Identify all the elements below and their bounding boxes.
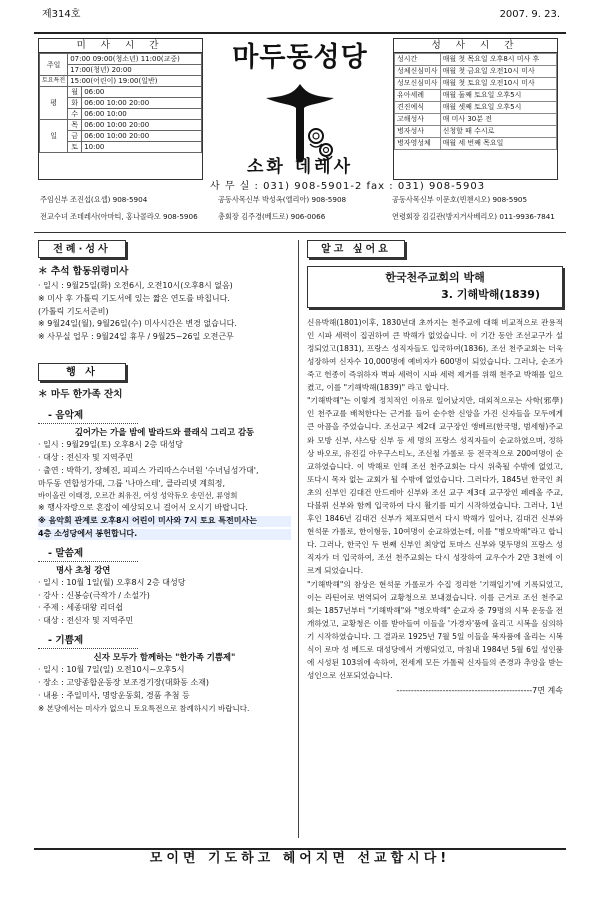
sacrament-schedule-table [394,53,557,150]
article-body [307,316,563,683]
sacrament-row [395,54,557,66]
article-paragraph: "기해박해"의 참상은 현석문 가롤로가 수집 정리한 '기해일기'에 기록되었고, 이는 라틴어로 번역되어 교황청으로 보내졌습니다. 이를 근거로 조선 천주교회는 1857년부터 "기해박해"와 "병오박해" 순교자 중 79명의 시복 운동을 전개하였고, 교황청은 이를 받아들여 이들을 '가경자'품에 올리고 시복을 심의하기 시작하였습니다. 그 결과로 1925년 7월 5일 이들을 복자품에 올리는 시복식이 로마 성 베드로 대성당에서 거행되었고, 마침내 1984년 5월 6일 성인품에 시성된 103위에 속하여, 전세계 모든 가톨릭 신자들의 존경과 추앙을 받는 성인으로 선포되었습니다. [307,579,563,681]
mass-weekday: 금 [68,131,82,142]
mass-row [40,76,202,87]
staff-rule [34,232,566,233]
sacrament-row [395,102,557,114]
mass-day: 주일 [40,54,68,76]
notice-item: · 일시 : 9월25일(화) 오전6시, 오전10시(오후8시 없음) [38,280,233,290]
mass-weekday: 화 [68,98,82,109]
lecture-heading: - 말씀제 [38,548,138,562]
sacrament-name: 성모신심미사 [395,78,441,90]
joy-festival-subtitle: 신자 모두가 함께하는 "한가족 기쁨제" [93,651,236,662]
article-paragraph: "기해박해"는 이렇게 정치적인 이유로 일어났지만, 대외적으로는 사학(邪學)인 천주교를 배척한다는 근거를 들어 순수한 신앙을 가진 신자들을 모두에게 큰 아픔을 주었습니다. 조선교구 제2대 교구장인 앵베르(한국명, 범세형)주교와 모방 신부, 샤스탕 신부 등 세 명의 프랑스 성직자들이 순교하였으며, 정하상 바오로, 유진길 아우구스티노, 조신철 가롤로 등 전국적으로 200여명이 순교하였습니다. 이 박해로 인해 조선 천주교회는 다시 위축될 수밖에 없었고, 또다시 목자 없는 교회가 될 수밖에 없었습니다. 그러다가, 1845년 한국인 최초의 신부인 김대건 안드레아 신부와 조선 교구 제3대 교구장인 페레올 주교, 다블뤼 신부와 함께 입국하여 다시 활기를 띠기 시작하였습니다. 그러나, 1년 후인 1846년 김대건 신부가 체포되면서 다시 박해가 일어나, 김대건 신부와 현석문 가롤로, 한이형등, 10여명이 순교하였는데, 이를 "병오박해"라고 합니다. 그러나, 한국인 두 번째 신부인 최양업 토마스 신부와 몇두명의 프랑스 성직자가 더 입국하여, 조선 천주교회는 다시 성장하여 교우수가 2만 3천에 이르게 되었습니다. [307,396,563,576]
lecture-item: · 일시 : 10월 1일(월) 오후8시 2층 대성당 [38,577,186,587]
sacrament-time: 매월 둘째 토요일 오후5시 [440,90,556,102]
parish-name: 마두동성당 [232,42,368,73]
joy-item: ※ 본당에서는 미사가 없으니 토요특전으로 참례하시기 바랍니다. [38,703,250,713]
mass-weekday: 월 [68,87,82,98]
music-festival-subtitle: 깊어가는 가을 밤에 발라드와 클래식 그리고 감동 [74,426,255,437]
issue-number: 제314호 [42,9,81,20]
staff-funeral: 연령회장 김길관(방지거사베리오) 011-9936-7841 [392,212,555,221]
mass-times: 06:00 10:00 20:00 [82,98,202,109]
left-column [38,240,291,714]
sacrament-row [395,78,557,90]
joy-item: · 내용 : 주일미사, 명랑운동회, 경품 추첨 등 [38,690,190,700]
joy-item: · 일시 : 10월 7일(일) 오전10시~오후5시 [38,665,185,675]
sacrament-schedule-title: 성 사 시 간 [394,39,557,53]
events-section-title: 행 사 [38,363,126,381]
sacrament-time: 매월 셋째 토요일 오후5시 [440,102,556,114]
sacrament-row [395,90,557,102]
sacrament-name: 병자영성체 [395,138,441,150]
sacrament-row [395,66,557,78]
staff-associate-1: 공동사목신부 박성옥(엘리아) 908-5908 [218,195,347,204]
mass-row [40,87,202,98]
mass-day: 일 [40,120,68,153]
learn-section-title: 알고 싶어요 [307,240,405,258]
staff-pastor: 주임신부 조진섭(요셉) 908-5904 [40,195,148,204]
mass-row [40,120,202,131]
music-note: ※ 음악회 관계로 오후8시 어린이 미사와 7시 토요 특전미사는 [38,516,291,527]
mass-times: 10:00 [82,142,202,153]
mass-day: 토요특전 [40,76,68,87]
masthead [210,38,390,180]
music-item: ※ 행사자랑으로 혼잡이 예상되오니 걸어서 오시기 바랍니다. [38,503,248,513]
sacrament-name: 고해성사 [395,114,441,126]
music-note: 4층 소성당에서 봉헌합니다. [38,529,291,540]
mass-times: 06:00 10:00 [82,109,202,120]
notice-item: ※ 사무실 업무 : 9월24일 휴무 / 9월25~26일 오전근무 [38,332,234,342]
article-header [307,266,563,308]
article-subtitle: 3. 기해박해(1839) [441,287,540,301]
lecture-item: · 대상 : 전신자 및 지역주민 [38,616,134,626]
sacrament-time: 매 미사 30분 전 [440,114,556,126]
footer-motto: 모이면 기도하고 헤어지면 선교합시다! [149,851,451,866]
sacrament-time: 매월 세 번째 목요일 [440,138,556,150]
sacrament-row [395,114,557,126]
mass-times: 06:00 10:00 20:00 [82,120,202,131]
cross-rose-icon [260,78,340,168]
music-item: 바이올린 이태경, 오르간 최유진, 여성 성악듀오 송민선, 류영희 [38,491,238,501]
sacrament-row [395,126,557,138]
music-item: · 대상 : 전신자 및 지역주민 [38,452,134,462]
mass-times: 06:00 10:00 20:00 [82,131,202,142]
music-festival-heading: - 음악제 [38,410,138,424]
notice-item: ※ 9월24일(월), 9월26일(수) 미사시간은 변경 없습니다. [38,319,237,329]
lecture-subtitle: 명사 초청 강연 [56,564,111,575]
mass-weekday: 토 [68,142,82,153]
right-column [307,240,563,697]
sacrament-name: 성체신심미사 [395,66,441,78]
staff-associate-2: 공동사목신부 이문호(빈첸시오) 908-5905 [392,195,528,204]
lecture-item: · 강사 : 신봉승(극작가 / 소설가) [38,590,150,600]
music-item: · 일시 : 9월29일(토) 오후8시 2층 대성당 [38,440,183,450]
mass-schedule-title: 미 사 시 간 [39,39,202,53]
mass-times: 07:00 09:00(청소년) 11:00(교중) [68,54,202,65]
sacrament-time: 매월 첫 목요일 오후8시 미사 후 [440,54,556,66]
sacrament-name: 유아세례 [395,90,441,102]
music-item: 마두동 연합성가대, 그룹 '나마스테', 클라리넷 계희정, [38,478,226,488]
notice-item: ※ 미사 후 가톨릭 기도서에 있는 짧은 연도를 바칩니다. [38,293,230,303]
notice-item: (가톨릭 기도서준비) [38,306,109,316]
mass-row [40,54,202,65]
sacrament-schedule-box [393,38,558,180]
continued-note: -----------------------------------------------7면 계속 [396,686,563,696]
sacrament-name: 병자성사 [395,126,441,138]
sacrament-name: 견진예식 [395,102,441,114]
liturgy-section-title: 전례·성사 [38,240,126,258]
mass-times: 17:00(청년) 20:00 [68,65,202,76]
lecture-item: · 주제 : 세종대왕 리더쉽 [38,603,123,613]
article-paragraph: 신유박해(1801)이후, 1830년대 초까지는 천주교에 대해 비교적으로 관용적인 시파 세력이 집권하여 큰 박해가 없었습니다. 이 기간 동안 조선교구가 설정되었고(1831), 프랑스 성직자들도 입국하여(1836), 조선 천주교회는 더욱 성장하여 신자수 10,000명에 예비자가 600명이 되었습니다. 그러나, 순조가 죽고 헌종이 즉위하자 벽파 세력이 시파 세력 제거를 위해 천주교 박해를 일으켰고, 이를 "기해박해(1839)" 라고 합니다. [307,317,563,393]
mass-day: 평 [40,87,68,120]
mass-times: 15:00(어린이) 19:00(일반) [68,76,202,87]
sacrament-row [395,138,557,150]
issue-date: 2007. 9. 23. [499,9,560,20]
sacrament-time: 신청할 때 수시로 [440,126,556,138]
sacrament-time: 매월 첫 금요일 오전10시 미사 [440,66,556,78]
mass-times: 06:00 [82,87,202,98]
staff-president: 총회장 김주경(베드로) 906-0066 [218,212,326,221]
staff-sister: 전교수녀 조데레사(아마티, 홍나콜라오 908-5906 [40,212,198,221]
mass-weekday: 목 [68,120,82,131]
sacrament-time: 매월 첫 토요일 오전10시 미사 [440,78,556,90]
sacrament-name: 성시간 [395,54,441,66]
office-contact: 사 무 실 : 031) 908-5901-2 fax : 031) 908-5903 [210,181,486,192]
joy-festival-heading: - 기쁨제 [38,635,138,649]
article-title: 한국천주교회의 박해 [385,271,485,284]
mass-weekday: 수 [68,109,82,120]
mass-schedule-table [39,53,202,153]
music-item: · 출연 : 박학기, 장혜진, 피피스 가리따스수녀원 '수녀님성가대', [38,465,259,475]
memorial-mass-heading: ＊ 추석 합동위령미사 [38,266,129,277]
patron-saint-name: 소화 데레사 [246,157,354,177]
mass-schedule-box [38,38,203,180]
column-divider [298,240,299,838]
top-rule [34,32,566,34]
joy-item: · 장소 : 고양종합운동장 보조경기장(대화동 소재) [38,678,210,688]
family-festival-heading: ＊ 마두 한가족 잔치 [38,388,123,400]
